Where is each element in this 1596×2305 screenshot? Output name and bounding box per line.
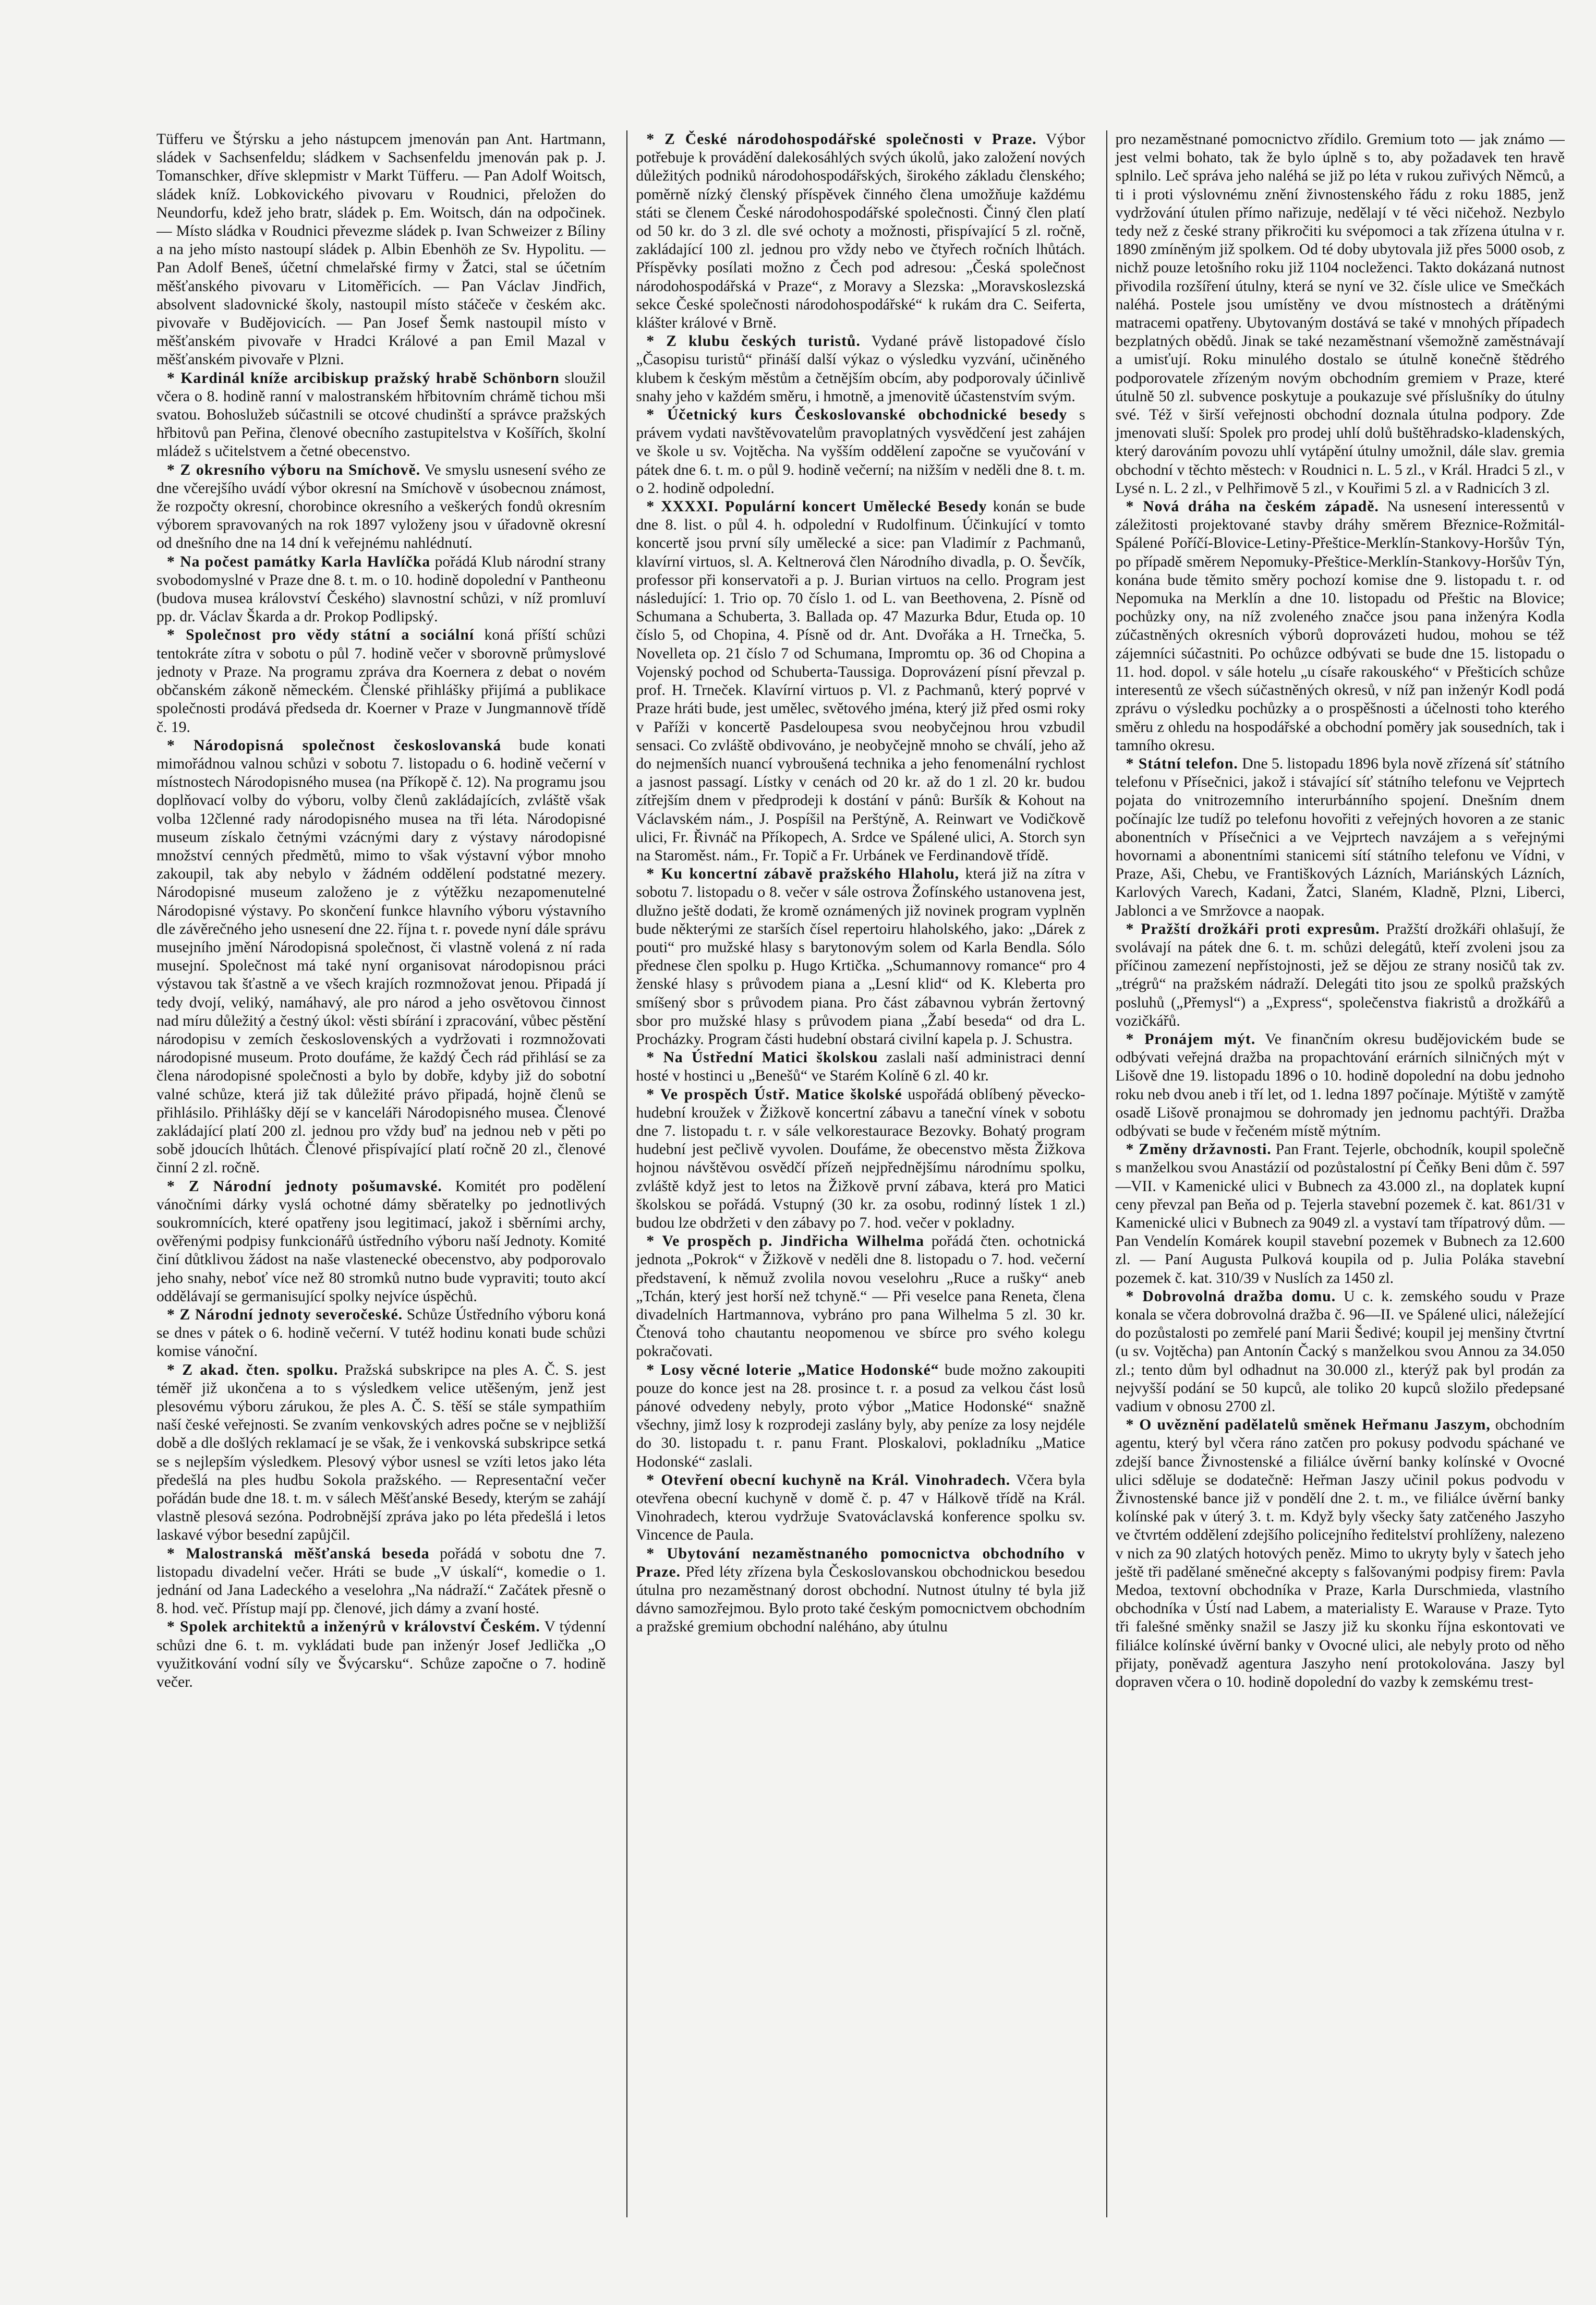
article-text: Schůze Ústředního výboru koná se dnes v pátek o 6. hodině večerní. V tutéž hodinu konati bude schůzi komise vánoční. xyxy=(156,1306,606,1360)
article-text: s právem vydati navštěvovatelům pravoplatných vysvědčení jest zahájen ve škole u sv. Vojtěcha. Na vyšším oddělení započne se vyučování v pátek dne 6. t. m. o půl 9. hodině večerní; na nižším v neděli dne 8. t. m. o 2. hodině odpolední. xyxy=(636,406,1085,497)
article-text: Ve smyslu usnesení svého ze dne včerejšího uvádí výbor okresní na Smíchově v úsobecnou známost, že rozpočty okresní, chorobince okresního a veškerých fondů okresním výborem spravovaných na rok 1897 vyloženy jsou v úřadovně okresní od dnešního dne na 14 dní k veřejnému nahlédnutí. xyxy=(156,461,606,552)
article-text: bude možno zakoupiti pouze do konce jest na 28. prosince t. r. a posud za velkou část losů pánové odvedeny nebyly, proto výbor „Matice Hodonské“ snažně všechny, jimž losy k rozprodeji zaslány byly, aby peníze za losy nejdéle do 30. listopadu t. r. panu Frant. Ploskalovi, pokladníku „Matice Hodonské“ zaslali. xyxy=(636,1361,1085,1470)
article-heading: * O uvěznění padělatelů směnek Heřmanu Jaszym, xyxy=(1126,1416,1491,1434)
article-paragraph xyxy=(636,332,1085,406)
article-text: Na usnesení interessentů v záležitosti projektované stavby dráhy směrem Březnice-Rožmitál-Spálené Poříčí-Blovice-Letiny-Přeštice-Merklín-Stankovy-Horšův Týn, po případě směrem Nepomuky-Přeštice-Merklín-Stankovy-Horšův Týn, konána bude těmito směry pochozí komise dne 9. listopadu t. r. od Nepomuka na Merklín a dne 10. listopadu od Přeštic na Blovice; pochůzky ony, na níž zvoleného značce jsou pana inženýra Kodla zúčastněných okresních výborů doprovázeti hudou, mohou se též zájemníci súčastniti. Po ochůzce odbývati se bude dne 15. listopadu o 11. hod. dopol. v sále hotelu „u císaře rakouského“ v Přešticích schůze interesentů ze všech súčastněných okresů, v níž pan inženýr Kodl podá zprávu o výsledku pochůzky a o prospěšnosti a účelnosti toho kterého směru z ohledu na hospodářské a obchodní poměry jak sousedních, tak i tamního okresu. xyxy=(1115,498,1565,754)
article-paragraph xyxy=(156,1306,606,1361)
article-heading: * Dobrovolná dražba domu. xyxy=(1126,1288,1336,1305)
article-text: Dne 5. listopadu 1896 byla nově zřízená síť státního telefonu v Přísečnici, jakož i stávající síť státního telefonu ve Vejprtech pojata do vnitrozemního interurbánního spojení. Dnešním dnem počínajíc lze tudíž po telefonu hovořiti z veřejných hovoren a ze stanic abonentních v Přísečnici a ve Vejprtech navzájem a s veřejnými hovornami a abonentními stanicemi sítí státního telefonu ve Vídni, v Praze, Aši, Chebu, ve Františkových Lázních, Mariánských Lázních, Karlových Varech, Kadani, Žatci, Slaném, Kladně, Plzni, Liberci, Jablonci a ve Smržovce a naopak. xyxy=(1115,755,1565,919)
article-text: pořádá Klub národní strany svobodomyslné v Praze dne 8. t. m. o 10. hodině dopolední v Pantheonu (budova musea království Českého) slavnostní schůzi, v níž promluví pp. dr. Václav Škarda a dr. Prokop Podlipský. xyxy=(156,553,606,626)
article-heading: * Státní telefon. xyxy=(1126,755,1238,772)
article-paragraph xyxy=(636,1232,1085,1361)
article-heading: * Změny državnosti. xyxy=(1126,1141,1272,1158)
article-heading: * Pražští drožkáři proti expresům. xyxy=(1126,920,1380,938)
article-paragraph xyxy=(1116,498,1565,755)
article-text: Komitét pro podělení vánočními dárky vyslá ochotné dámy sběratelky po jednotlivých soukromnících, které opatřeny jsou legitimací, jakož i sběrními archy, ověřenými podpisy funkcionářů ústředního výboru naší Jednoty. Komité činí důtklivou žádost na naše vlastenecké obecenstvo, aby podporovalo jeho snahy, neboť více než 80 stromků nutno bude vypraviti; touto akcí oddělávají se germanisující spolky nejvíce úspěchů. xyxy=(156,1178,606,1305)
article-heading: * Losy věcné loterie „Matice Hodonské“ xyxy=(646,1361,939,1378)
article-heading: * Na počest památky Karla Havlíčka xyxy=(167,553,431,570)
article-heading: * Z akad. čten. spolku. xyxy=(167,1361,338,1378)
article-paragraph xyxy=(156,1178,606,1306)
article-text: pořádá v sobotu dne 7. listopadu divadelní večer. Hráti se bude „V úskalí“, komedie o 1. jednání od Jana Ladeckého a veselohra „Na nádraží.“ Začátek přesně o 8. hod. več. Přístup mají pp. členové, jich dámy a zvaní hosté. xyxy=(156,1545,606,1617)
article-text: pro nezaměstnané pomocnictvo zřídilo. Gremium toto — jak známo — jest velmi bohato, tak že bylo úplně s to, aby požadavek ten hravě splnilo. Leč správa jeho naléhá se již po léta v rukou zuřivých Němců, a ti i proti výslovnému znění živnostenského řádu z roku 1885, jenž vydržování útulen přímo nařizuje, nedělají v té věci ničehož. Nezbylo tedy než z české strany přikročiti ku svépomoci a tak zřízena útulna v r. 1890 zmíněným již spolkem. Od té doby ubytovala již přes 5000 osob, z nichž pouze letošního roku již 1104 nocleženci. Takto dokázaná nutnost přivodila rozšíření útulny, která se nyní ve 32. čísle ulice ve Smečkách naléhá. Postele jsou umístěny ve dvou místnostech a drátěnými matracemi opatřeny. Ubytovaným dostává se také v mnohých případech bezplatných obědů. Jinak se také nezaměstnaní všemožně zaměstnávají a umisťují. Roku minulého dostalo se útulně konečně štědrého podporovatele zřízeným novým obchodním gremiem v Praze, které útulně 50 zl. subvence poskytuje a poukazuje své příslušníky do útulny své. Též v širší veřejnosti obchodní doznala útulna podpory. Zde jmenovati sluší: Spolek pro prodej uhlí dolů buštěhradsko-kladenských, který darováním povozu uhlí vytápění útulny umožnil, dále slav. gremia obchodní v těchto městech: v Roudnici n. L. 5 zl., v Král. Hradci 5 zl., v Lysé n. L. 2 zl., v Pelhřimově 5 zl., v Kouřimi 5 zl. a v Radnicích 3 zl. xyxy=(1115,131,1565,497)
article-paragraph xyxy=(1116,755,1565,920)
article-heading: * Společnost pro vědy státní a sociální xyxy=(167,627,475,644)
column-3 xyxy=(1106,130,1565,2217)
article-paragraph xyxy=(1116,1141,1565,1288)
article-heading: * Z Národní jednoty severočeské. xyxy=(167,1306,403,1323)
article-heading: * XXXXI. Populární koncert Umělecké Besedy xyxy=(646,498,987,515)
article-text: Výbor potřebuje k provádění dalekosáhlých svých úkolů, jako založení nových důležitých podniků národohospodářských, širokého základu členského; poměrně nízký členský příspěvek činného člena umožňuje každému státi se členem České národohospodářské společnosti. Činný člen platí od 50 kr. do 3 zl. dle své ochoty a možnosti, přispívající 5 zl. ročně, zakládající 100 zl. jednou pro vždy nebo ve čtyřech ročních lhůtách. Příspěvky posílati možno z Čech pod adresou: „Česká společnost národohospodářská v Praze“, z Moravy a Slezska: „Moravskoslezská sekce České společnosti národohospodářské“ k rukám dra C. Seiferta, klášter králové v Brně. xyxy=(636,131,1085,332)
article-text: konán se bude dne 8. list. o půl 4. h. odpolední v Rudolfinum. Účinkující v tomto koncertě jsou první síly umělecké a sice: pan Vladimír z Pachmanů, klavírní virtuos, sl. A. Keltnerová člen Národního divadla, p. O. Ševčík, professor při konservatoři a p. J. Burian virtuos na cello. Program jest následující: 1. Trio op. 70 číslo 1. od L. van Beethovena, 2. Písně od Schumana a Schuberta, 3. Ballada op. 47 Mazurka Bdur, Etuda op. 10 číslo 5, od Chopina, 4. Písně od dr. Ant. Dvořáka a H. Trnečka, 5. Novelleta op. 21 číslo 7 od Schumana, Impromtu op. 36 od Chopina a Vojenský pochod od Schuberta-Taussiga. Doprovázení písní převzal p. prof. H. Trneček. Klavírní virtuos p. Vl. z Pachmanů, který poprvé v Praze hráti bude, jest umělec, světového jména, který již před osmi roky v Paříži v koncertě Pasdeloupesa svou neobyčejnou hrou vzbudil sensaci. Co zvláště obdivováno, je neobyčejně mnoho se chválí, jeho až do nejmenších nuancí vybroušená technika a jeho fenomenální rychlost a jasnost passagí. Lístky v cenách od 20 kr. až do 1 zl. 20 kr. budou zítřejším dnem v předprodeji k dostání v pánů: Buršík & Kohout na Václavském nám., J. Pospíšil na Perštýně, A. Reinwart ve Vodičkově ulici, Fr. Řivnáč na Příkopech, A. Srdce ve Spálené ulici, A. Storch syn na Staroměst. nám., Fr. Topič a Fr. Urbánek ve Ferdinandově třídě. xyxy=(636,498,1085,864)
article-heading: * Národopisná společnost českoslovanská xyxy=(167,737,502,754)
article-text: která již na zítra v sobotu 7. listopadu o 8. večer v sále ostrova Žofínského ustanovena jest, dlužno ještě dodati, že kromě oznámených již novinek program vyplněn bude některými ze starších čísel repertoiru hlaholského, jako: „Dárek z pouti“ pro mužské hlasy s barytonovým solem od Karla Bendla. Sólo přednese člen spolku p. Hugo Krtička. „Schumannovy romance“ pro 4 ženské hlasy s průvodem piana a „Lesní klid“ od K. Kleberta pro smíšený sbor s průvodem piana. Pro část zábavnou vybrán žertovný sbor pro mužské hlasy s průvodem piana „Žabí beseda“ od dra L. Procházky. Program části hudební obstará civilní kapela p. J. Schustra. xyxy=(636,866,1085,1048)
article-heading: * Z Národní jednoty pošumavské. xyxy=(167,1178,442,1195)
article-heading: * Kardinál kníže arcibiskup pražský hrabě Schönborn xyxy=(167,369,560,387)
article-paragraph xyxy=(636,406,1085,498)
article-text: V týdenní schůzi dne 6. t. m. vykládati bude pan inženýr Josef Jedlička „O využitkování vodní síly ve Švýcarsku“. Schůze započne o 7. hodině večer. xyxy=(156,1618,606,1691)
article-paragraph xyxy=(156,461,606,553)
article-paragraph xyxy=(156,369,606,461)
article-paragraph xyxy=(636,130,1085,332)
article-paragraph xyxy=(636,1049,1085,1085)
article-text: obchodním agentu, který byl včera ráno zatčen pro pokusy podvodu spáchané ve zdejší bance Živnostenské a filiálce úvěrní banky kolínské v Ovocné ulici sděluje se dodatečně: Heřman Jaszy učinil pokus podvodu v Živnostenské bance již v pondělí dne 2. t. m., ve filiálce úvěrní banky kolínské pak v úterý 3. t. m. Když byly všecky šaty zatčeného Jaszyho ve čtvrtém oddělení zdejšího policejního ředitelství prohlíženy, nalezeno v nich za 90 zlatých hotových peněz. Mimo to ukryty byly v šatech jeho ještě tři padělané směnečné akcepty s falšovanými podpisy firem: Pavla Medoa, textovní obchodníka v Praze, Karla Durschmieda, vlastního obchodníka v Ústí nad Labem, a materialisty E. Warause v Praze. Tyto tři falešné směnky snažil se Jaszy již ku skonku října eskontovati ve filiálce kolínské úvěrní banky v Ovocné ulici, ale nebyly proto od něho přijaty, poněvadž agentura Jaszyho není protokolována. Jaszy byl dopraven včera o 10. hodině dopolední do vazby k zemskému trest- xyxy=(1115,1416,1565,1691)
article-text: bude konati mimořádnou valnou schůzi v sobotu 7. listopadu o 6. hodině večerní v místnostech Národopisného musea (na Příkopě č. 12). Na programu jsou doplňovací volby do výboru, volby členů zakládajících, zvláště však volba 12členné rady národopisného musea na tři léta. Národopisné museum získalo četnými vzácnými dary z výstavy národopisné množství cenných předmětů, mimo to však výstavní výbor mnoho zakoupil, tak aby nebylo v žádném oddělení podstatné mezery. Národopisné museum založeno je z výtěžku nezapomenutelné Národopisné výstavy. Po skončení funkce hlavního výboru výstavního dle závěrečného jeho usnesení dne 22. října t. r. povede nyní dále správu musejního jmění Národopisná společnost, či vlastně volená z ní rada musejní. Společnost má také nyní organisovat národopisnou práci výstavou tak šťastně a ve všech krajích rozmnožovat jenou. Připadá jí tedy dvojí, veliký, namáhavý, ale pro národ a jeho osvětovou činnost nad míru důležitý a čestný úkol: věsti sbírání i zpracování, vůbec pěstění národopisu v zemích československých a vydržovati i rozmnožovati národopisné museum. Proto doufáme, že každý Čech rád přihlásí se za člena národopisné společnosti a bylo by dobře, kdyby již do sobotní valné schůze, která již tak důležité právo připadá, hojně členů se přihlásilo. Přihlášky dějí se v kanceláři Národopisného musea. Členové zakládající platí 200 zl. jednou pro vždy buď na jednou neb v pěti po sobě jdoucích lhůtách. Členové přispívající platí ročně 20 zl., členové činní 2 zl. ročně. xyxy=(156,737,606,1176)
article-text: Vydané právě listopadové číslo „Časopisu turistů“ přináší další výkaz o výsledku vyzvání, učiněného klubem k českým městům a četnějším obcím, aby podporovaly účinlivě snahy jeho v každém směru, i hmotně, a jmenovitě účastenstvím svým. xyxy=(636,333,1085,405)
article-heading: * Malostranská měšťanská beseda xyxy=(167,1545,430,1562)
article-paragraph xyxy=(636,498,1085,865)
article-heading: * Ubytování nezaměstnaného pomocnictva obchodního v Praze. xyxy=(636,1545,1085,1580)
article-text: Před léty zřízena byla Českoslovanskou obchodnickou besedou útulna pro nezaměstnaný dorost obchodní. Nutnost útulny té byla již dávno samozřejmou. Bylo proto také českým pomocnictvem obchodním a pražské gremium obchodní naléháno, aby útulnu xyxy=(636,1563,1085,1636)
article-heading: * Ku koncertní zábavě pražského Hlaholu, xyxy=(646,866,960,883)
article-text: pořádá čten. ochotnická jednota „Pokrok“ v Žižkově v neděli dne 8. listopadu o 7. hod. večerní představení, k němuž zvolila novou veselohru „Ruce a rušky“ aneb „Tchán, který jest horší než tchyně.“ — Při veselce pana Reneta, člena divadelních Hartmannova, vybráno pro pana Wilhelma 5 zl. 30 kr. Čtenová toho chautantu neopomenou ve sbírce pro svého kolegu pokračovati. xyxy=(636,1233,1085,1360)
article-text: koná příští schůzi tentokráte zítra v sobotu o půl 7. hodině večer v sborovně průmyslové jednoty v Praze. Na programu zpráva dra Koernera z debat o novém občanském zákoně německém. Členské přihlášky přijímá a publikace společnosti prodává předseda dr. Koerner v Praze v Jungmannově třídě č. 19. xyxy=(156,627,606,736)
article-text: Pražská subskripce na ples A. Č. S. jest téměř již ukončena a to s výsledkem velice utěšeným, jenž jest plesovému výboru zárukou, že ples A. Č. S. těší se stále sympathiím naší české veřejnosti. Se zvaním venkovských adres počne se v nejbližší době a dle došlých reklamací je se však, že i venkovská subskripce setká se s nejlepším výsledkem. Plesový výbor usnesl se vzíti letos jako léta předešlá na ples hudbu Sokola pražského. — Representační večer pořádán bude dne 18. t. m. v sálech Měšťanské Besedy, kterým se zahájí vlastně plesová sezóna. Podrobnější zpráva jako po léta předešlá i letos laskavé výbor besední zapůjčil. xyxy=(156,1361,606,1544)
article-text: Ve finančním okresu budějovickém bude se odbývati veřejná dražba na propachtování erárních silničných mýt v Lišově dne 19. listopadu 1896 o 10. hodině dopolední na dobu jednoho roku neb dvou aneb i tří let, od 1. ledna 1897 počínaje. Mýtiště v zamýtě osadě Lišově pronajmou se dohromady jen jednomu pachtýři. Dražba odbývati se bude v řečeném místě mýtním. xyxy=(1115,1030,1565,1139)
article-heading: * Ve prospěch Ústř. Matice školské xyxy=(646,1086,902,1103)
article-paragraph xyxy=(156,737,606,1178)
article-heading: * Nová dráha na českém západě. xyxy=(1126,498,1379,515)
article-text: Pan Frant. Tejerle, obchodník, koupil společně s manželkou svou Anastázií od pozůstalostní pí Čeňky Beni dům č. 597—VII. v Kamenické ulici v Bubnech za 43.000 zl., na doplatek kupní ceny převzal pan Beňa od p. Tejerla stavební pozemek č. kat. 861/31 v Kamenické ulici v Bubnech za 9049 zl. a vystaví tam třípatrový dům. — Pan Vendelín Komárek koupil stavební pozemek v Bubnech za 12.600 zl. — Paní Augusta Pulková koupila od p. Julia Poláka stavební pozemek č. kat. 310/39 v Nuslích za 1450 zl. xyxy=(1115,1141,1565,1287)
article-paragraph xyxy=(156,130,606,369)
article-text: U c. k. zemského soudu v Praze konala se včera dobrovolná dražba č. 96—II. ve Spálené ulici, náležející do pozůstalosti po zemřelé paní Marii Šedivé; koupil jej menšiny čtvrtní (u sv. Vojtěcha) pan Antonín Čacký s manželkou svou Annou za 34.050 zl.; tento dům byl odhadnut na 30.000 zl., kterýž pak byl prodán za nejvyšší podání se 50 kupců, ale toliko 20 kupců složilo předepsané vadium v obnosu 2700 zl. xyxy=(1115,1288,1565,1415)
article-paragraph xyxy=(156,1545,606,1618)
article-paragraph xyxy=(156,626,606,736)
article-paragraph xyxy=(1116,1416,1565,1691)
article-heading: * Otevření obecní kuchyně na Král. Vinohradech. xyxy=(646,1471,1011,1488)
article-paragraph xyxy=(156,1361,606,1545)
newspaper-page xyxy=(156,130,1565,2217)
article-paragraph xyxy=(1116,130,1565,498)
article-paragraph xyxy=(636,1545,1085,1637)
article-paragraph xyxy=(1116,920,1565,1030)
article-text: uspořádá oblíbený pěvecko-hudební kroužek v Žižkově koncertní zábavu a taneční vínek v sobotu dne 7. listopadu t. r. v sále velkorestaurace Bezovky. Bohatý program hudební jest pečlivě vyvolen. Doufáme, že obecenstvo města Žižkova hojnou návštěvou osvědčí přízeň nejpřednějšímu národnímu spolku, zvláště když jest to letos na Žižkově první zábava, která pro Matici školskou se pořádá. Vstupný (30 kr. za osobu, rodinný lístek 1 zl.) budou lze obdržeti v den zábavy po 7. hod. večer v pokladny. xyxy=(636,1086,1085,1231)
article-text: zaslali naší administraci denní hosté v hostinci u „Benešů“ ve Starém Kolíně 6 zl. 40 kr. xyxy=(636,1049,1085,1085)
article-text: sloužil včera o 8. hodině ranní v malostranském hřbitovním chrámě tichou mši svatou. Bohoslužeb súčastnili se otcové chudinští a správce pražských hřbitovů pan Peřina, členové obecního zastupitelstva v Košířích, školní mládež s učitelstvem a četné obecenstvo. xyxy=(156,369,606,460)
article-text: Včera byla otevřena obecní kuchyně v domě č. p. 47 v Hálkově třídě na Král. Vinohradech, kterou vydržuje Svatováclavská konference spolku sv. Vincence de Paula. xyxy=(636,1471,1085,1544)
article-paragraph xyxy=(636,865,1085,1049)
column-2 xyxy=(626,130,1085,2217)
article-heading: * Pronájem mýt. xyxy=(1126,1030,1256,1048)
article-paragraph xyxy=(636,1086,1085,1233)
article-paragraph xyxy=(156,1618,606,1691)
article-text: Tüfferu ve Štýrsku a jeho nástupcem jmenován pan Ant. Hartmann, sládek v Sachsenfeldu; sládkem v Sachsenfeldu jmenován pak p. J. Tomanschker, dříve sklepmistr v Markt Tüfferu. — Pan Adolf Woitsch, sládek kníž. Lobkovického pivovaru v Roudnici, přeložen do Neundorfu, kdež jeho bratr, sládek p. Em. Woitsch, dán na odpočinek. — Místo sládka v Roudnici převezme sládek p. Ivan Schweizer z Bíliny a na jeho místo nastoupí sládek p. Albin Ebenhöh ze Sv. Hypolitu. — Pan Adolf Beneš, účetní chmelařské firmy v Žatci, stal se účetním měšťanského pivovaru v Litoměřicích. — Pan Václav Jindřich, absolvent sladovnické školy, nastoupil místo stáčeče v českém akc. pivovaře v Budějovicích. — Pan Josef Šemk nastoupil místo v měšťanském pivovaře v Hradci Králové a pan Emil Mazal v měšťanském pivovaře v Plzni. xyxy=(156,131,606,368)
article-heading: * Účetnický kurs Českoslovanské obchodnické besedy xyxy=(646,406,1068,424)
article-paragraph xyxy=(156,553,606,627)
article-heading: * Z klubu českých turistů. xyxy=(646,333,861,350)
article-heading: * Ve prospěch p. Jindřicha Wilhelma xyxy=(646,1233,925,1250)
article-paragraph xyxy=(636,1361,1085,1471)
article-paragraph xyxy=(1116,1030,1565,1141)
article-text: Pražští drožkáři ohlašují, že svolávají na pátek dne 6. t. m. schůzi delegátů, kteří zvoleni jsou za příčinou zamezení nepřístojnosti, jež se dějou ze strany nosičů tak zv. „trégrů“ na pražském nádraží. Delegáti tito jsou ze spolků pražských posluhů („Přemysl“) a „Express“, společenstva fiakristů a drožkářů a vozičkářů. xyxy=(1115,920,1565,1029)
article-heading: * Z okresního výboru na Smíchově. xyxy=(167,461,421,478)
article-heading: * Spolek architektů a inženýrů v království Českém. xyxy=(167,1618,540,1636)
article-heading: * Na Ústřední Matici školskou xyxy=(646,1049,878,1066)
article-paragraph xyxy=(1116,1288,1565,1416)
article-paragraph xyxy=(636,1471,1085,1545)
column-1 xyxy=(156,130,606,2217)
article-heading: * Z České národohospodářské společnosti v Praze. xyxy=(646,131,1037,148)
